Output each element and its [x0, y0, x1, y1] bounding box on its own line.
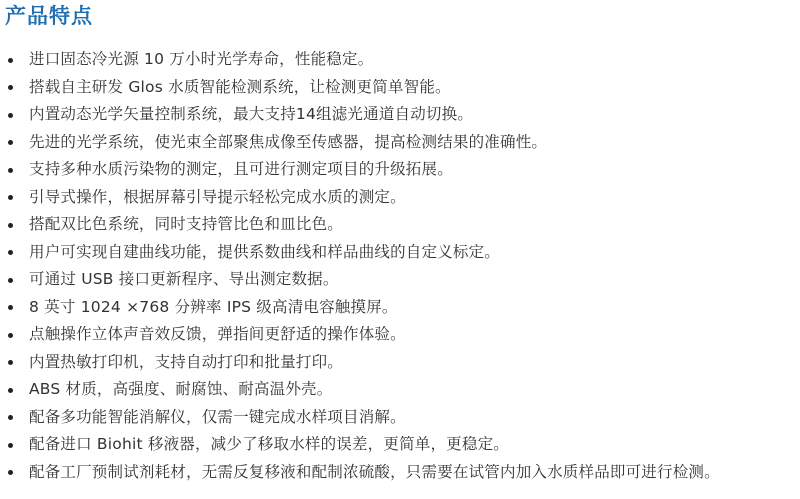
feature-text: 先进的光学系统，使光束全部聚焦成像至传感器，提高检测结果的准确性。: [29, 132, 548, 151]
bullet-icon: [8, 223, 13, 228]
bullet-icon: [8, 470, 13, 475]
bullet-icon: [8, 168, 13, 173]
bullet-icon: [8, 140, 13, 145]
bullet-icon: [8, 443, 13, 448]
bullet-icon: [8, 388, 13, 393]
feature-text: 点触操作立体声音效反馈，弹指间更舒适的操作体验。: [29, 325, 406, 343]
feature-text: 配备多功能智能消解仪，仅需一键完成水样项目消解。: [29, 407, 406, 426]
feature-text: 支持多种水质污染物的测定，且可进行测定项目的升级拓展。: [29, 160, 453, 178]
bullet-icon: [8, 360, 13, 365]
feature-text: 搭配双比色系统，同时支持管比色和皿比色。: [29, 215, 344, 233]
feature-text: 内置热敏打印机，支持自动打印和批量打印。: [29, 352, 344, 371]
bullet-icon: [8, 85, 13, 90]
feature-text: 用户可实现自建曲线功能，提供系数曲线和样品曲线的自定义标定。: [29, 242, 501, 261]
bullet-icon: [8, 305, 13, 310]
bullet-icon: [8, 58, 13, 63]
bullet-icon: [8, 278, 13, 283]
feature-text: ABS 材质，高强度、耐腐蚀、耐高温外壳。: [29, 380, 333, 398]
feature-text: 8 英寸 1024 ×768 分辨率 IPS 级高清电容触摸屏。: [29, 297, 398, 316]
feature-text: 引导式操作，根据屏幕引导提示轻松完成水质的测定。: [29, 187, 406, 206]
feature-text: 进口固态冷光源 10 万小时光学寿命，性能稳定。: [29, 50, 374, 68]
bullet-icon: [8, 250, 13, 255]
section-heading: 产品特点: [5, 4, 93, 28]
bullet-icon: [8, 333, 13, 338]
feature-text: 配备进口 Biohit 移液器，减少了移取水样的误差，更简单，更稳定。: [29, 435, 509, 453]
feature-text: 内置动态光学矢量控制系统，最大支持14组滤光通道自动切换。: [29, 105, 474, 123]
feature-text: 搭载自主研发 Glos 水质智能检测系统，让检测更简单智能。: [29, 77, 451, 96]
bullet-icon: [8, 113, 13, 118]
feature-text: 配备工厂预制试剂耗材，无需反复移液和配制浓硫酸，只需要在试管内加入水质样品即可进行检测。: [29, 462, 720, 481]
bullet-icon: [8, 195, 13, 200]
bullet-icon: [8, 415, 13, 420]
feature-text: 可通过 USB 接口更新程序、导出测定数据。: [29, 270, 339, 288]
